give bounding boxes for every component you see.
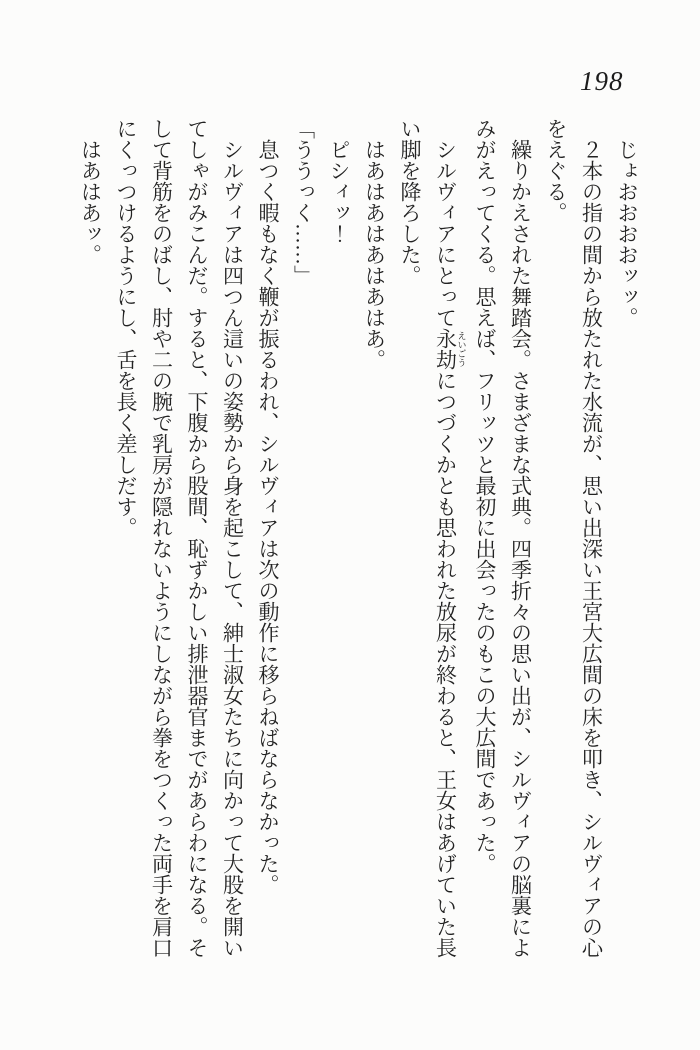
page-number: 198 xyxy=(580,66,624,96)
vertical-text-block xyxy=(74,118,644,983)
text-column-14: して背筋をのばし、肘や二の腕で乳房が隠れないようにしながら拳をつくった両手を肩口 xyxy=(149,118,174,958)
text-column-4: 繰りかえされた舞踏会。さまざまな式典。四季折々の思い出が、シルヴィアの脳裏によ xyxy=(508,139,533,958)
text-column-10: 「ううっく……」 xyxy=(291,118,316,286)
furigana: えいごう xyxy=(456,328,467,370)
text-column-11: 息つく暇もなく鞭が振るわれ、シルヴィアは次の動作に移らねばならなかった。 xyxy=(256,139,280,895)
text-column-8: はあはあはあはあはあ。 xyxy=(362,139,387,370)
text-column-12: シルヴィアは四つん這いの姿勢から身を起こして、紳士淑女たちに向かって大股を開い xyxy=(220,139,245,958)
text-column-7: い脚を降ろした。 xyxy=(398,118,422,286)
text-column-1: じょおおおおッッ。 xyxy=(615,139,639,328)
text-column-13: てしゃがみこんだ。すると、下腹から股間、恥ずかしい排泄器官までがあらわになる。そ xyxy=(185,118,209,958)
text-column-15: にくっつけるようにし、舌を長く差しだす。 xyxy=(114,118,138,538)
text-column-3: をえぐる。 xyxy=(544,118,568,223)
text-column-6: シルヴィアにとって永劫 えいごうにつづくかとも思われた放尿が終わると、王女はあげていた長 xyxy=(433,139,467,958)
ruby-annotated-word: 永劫 えいごう xyxy=(433,328,467,370)
text-column-2: ２本の指の間から放たれた水流が、思い出深い王宮大広間の床を叩き、シルヴィアの心 xyxy=(579,139,604,958)
text-column-5: みがえってくる。思えば、フリッツと最初に出会ったのもこの大広間であった。 xyxy=(473,118,497,874)
text-column-9: ピシィッ！ xyxy=(327,139,351,244)
text-column-16: はあはあッ。 xyxy=(78,139,103,265)
